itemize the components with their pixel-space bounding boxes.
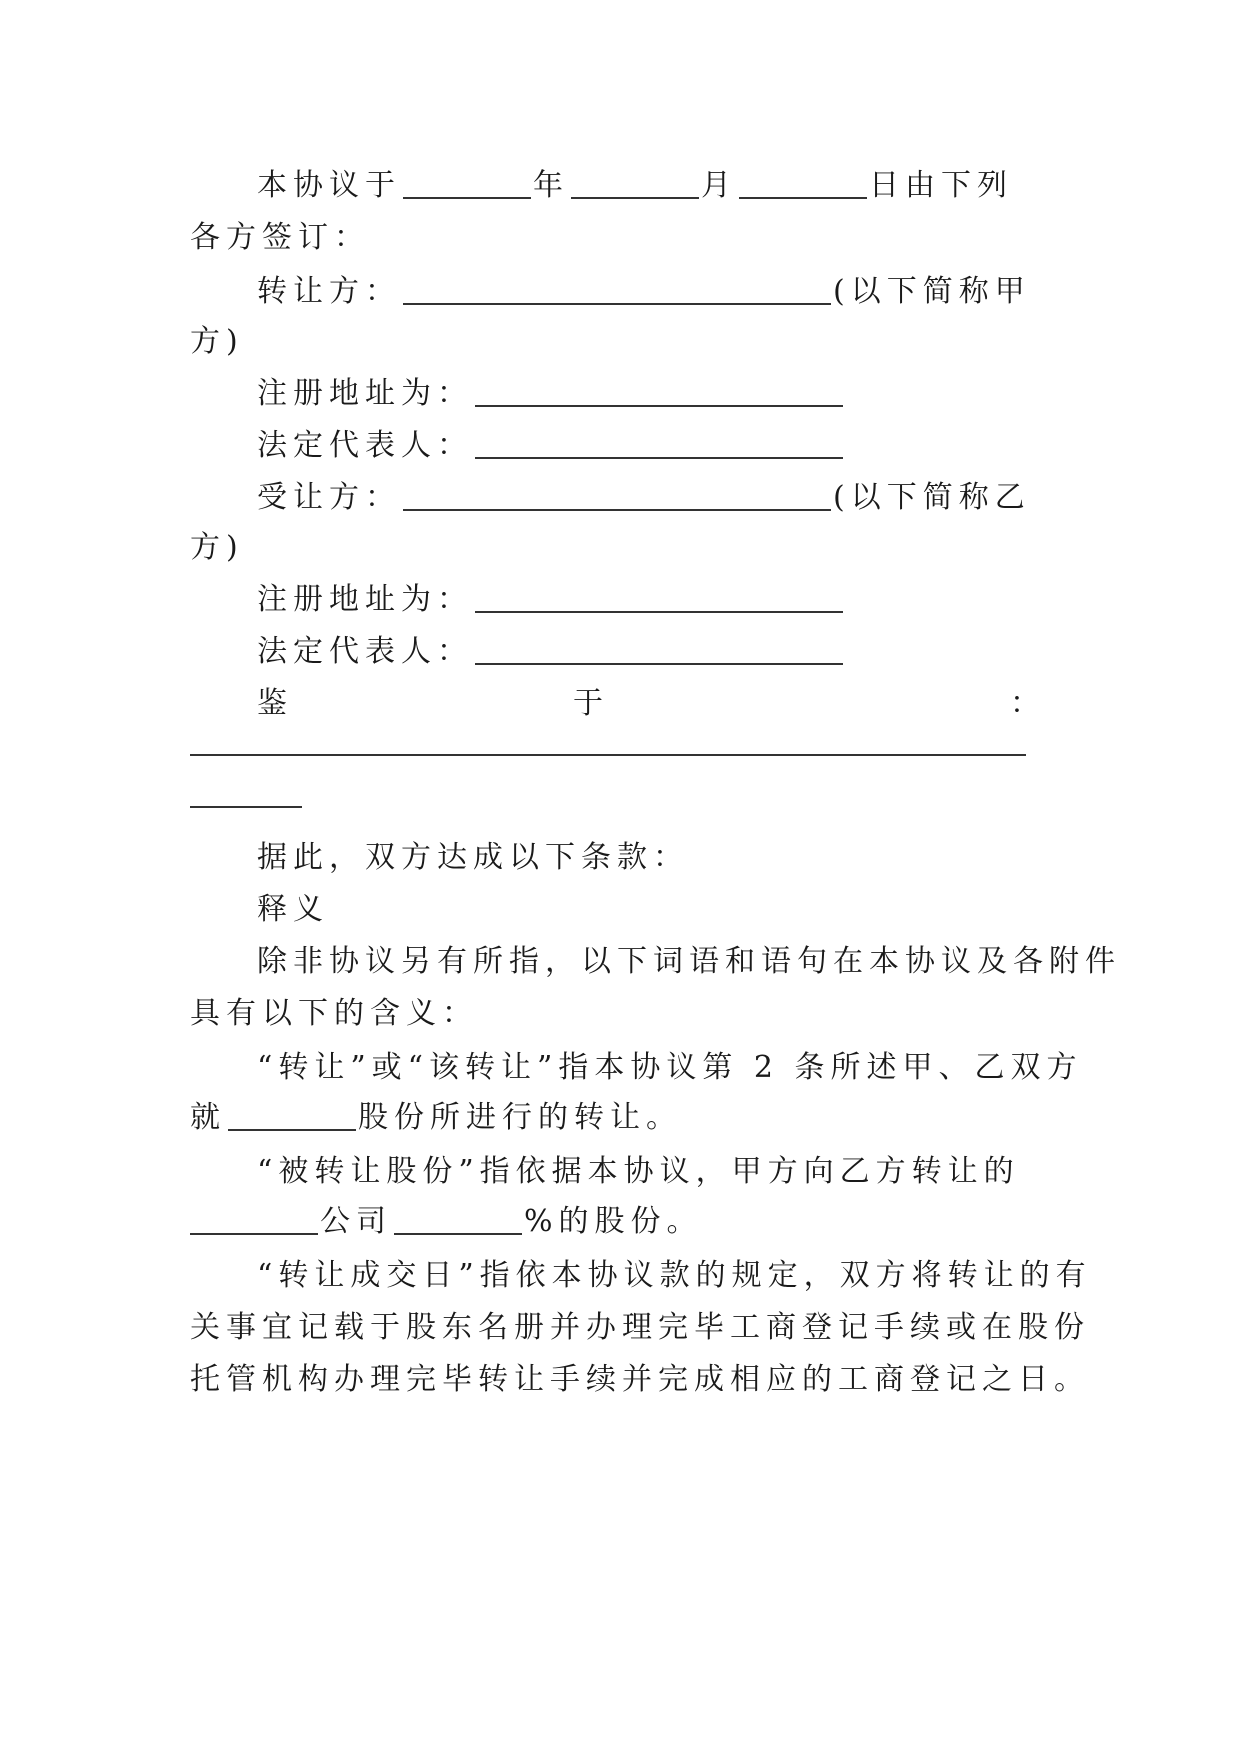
text-segment: 关事宜记载于股东名册并办理完毕工商登记手续或在股份: [190, 1310, 1090, 1345]
whereas-char: 于: [573, 686, 603, 721]
transferor-line-cont: [190, 322, 1060, 362]
text-segment: 本协议于: [257, 168, 401, 203]
transferee-line: [190, 478, 1060, 518]
transferee-label: 受让方：: [257, 480, 401, 515]
text-segment: (以下简称甲: [833, 274, 1031, 309]
blank-transferor[interactable]: [403, 303, 831, 305]
whereas-colon: ：: [1010, 686, 1040, 721]
agreement-date-line-cont: [190, 218, 1060, 258]
transferor-address-line: [190, 374, 1060, 414]
text-segment: 年: [533, 168, 569, 203]
blank-transferee-rep[interactable]: [475, 663, 843, 665]
blank-month[interactable]: [571, 197, 699, 199]
def-closing-line: [190, 1256, 1092, 1296]
text-segment: 股份所进行的转让。: [358, 1100, 682, 1135]
text-segment: 具有以下的含义：: [190, 996, 478, 1031]
reg-address-label: 注册地址为：: [257, 376, 473, 411]
definitions-title: 释义: [257, 892, 329, 927]
text-segment: 据此，双方达成以下条款：: [257, 840, 689, 875]
legal-rep-label: 法定代表人：: [257, 428, 473, 463]
blank-percentage[interactable]: [394, 1233, 522, 1235]
whereas-char: 鉴: [257, 686, 287, 721]
section-title: [190, 890, 1060, 930]
blank-transferee[interactable]: [403, 509, 831, 511]
reg-address-label: 注册地址为：: [257, 582, 473, 617]
definitions-intro-line: [190, 942, 1121, 982]
text-segment: 除非协议另有所指，以下词语和语句在本协议及各附件: [257, 944, 1121, 979]
def-shares-line: [190, 1152, 1060, 1192]
blank-transferee-address[interactable]: [475, 611, 843, 613]
def-closing-line-cont: [190, 1360, 1090, 1400]
transferor-label: 转让方：: [257, 274, 401, 309]
text-segment: %的股份。: [524, 1204, 703, 1239]
transferor-line: [190, 272, 1060, 312]
text-segment: 公司: [320, 1204, 392, 1239]
accordingly-line: [190, 838, 1060, 878]
text-segment: 托管机构办理完毕转让手续并完成相应的工商登记之日。: [190, 1362, 1090, 1397]
blank-day[interactable]: [739, 197, 867, 199]
transferee-line-cont: [190, 528, 1060, 568]
text-segment: “转让”或“该转让”指本协议第 2 条所述甲、乙双方: [257, 1050, 1083, 1085]
blank-transfer-target[interactable]: [228, 1129, 356, 1131]
definitions-intro-line-cont: [190, 994, 1060, 1034]
def-transfer-line-cont: [190, 1098, 1060, 1138]
text-segment: 方): [190, 324, 244, 359]
text-segment: 就: [190, 1100, 226, 1135]
blank-year[interactable]: [403, 197, 531, 199]
legal-rep-label: 法定代表人：: [257, 634, 473, 669]
text-segment: 各方签订：: [190, 220, 370, 255]
blank-transferor-address[interactable]: [475, 405, 843, 407]
transferor-rep-line: [190, 426, 1060, 466]
def-transfer-line: [190, 1048, 1083, 1088]
agreement-date-line: [190, 166, 1060, 206]
text-segment: 月: [701, 168, 737, 203]
text-segment: “转让成交日”指依本协议款的规定，双方将转让的有: [257, 1258, 1092, 1293]
text-segment: “被转让股份”指依据本协议，甲方向乙方转让的: [257, 1154, 1020, 1189]
transferee-address-line: [190, 580, 1060, 620]
blank-company[interactable]: [190, 1233, 318, 1235]
def-shares-line-cont: [190, 1202, 1060, 1242]
text-segment: 日由下列: [869, 168, 1013, 203]
blank-transferor-rep[interactable]: [475, 457, 843, 459]
text-segment: 方): [190, 530, 244, 565]
blank-whereas-line-2[interactable]: [190, 806, 302, 808]
def-closing-line-cont: [190, 1308, 1090, 1348]
text-segment: (以下简称乙: [833, 480, 1031, 515]
transferee-rep-line: [190, 632, 1060, 672]
blank-whereas-line-1[interactable]: [190, 754, 1026, 756]
